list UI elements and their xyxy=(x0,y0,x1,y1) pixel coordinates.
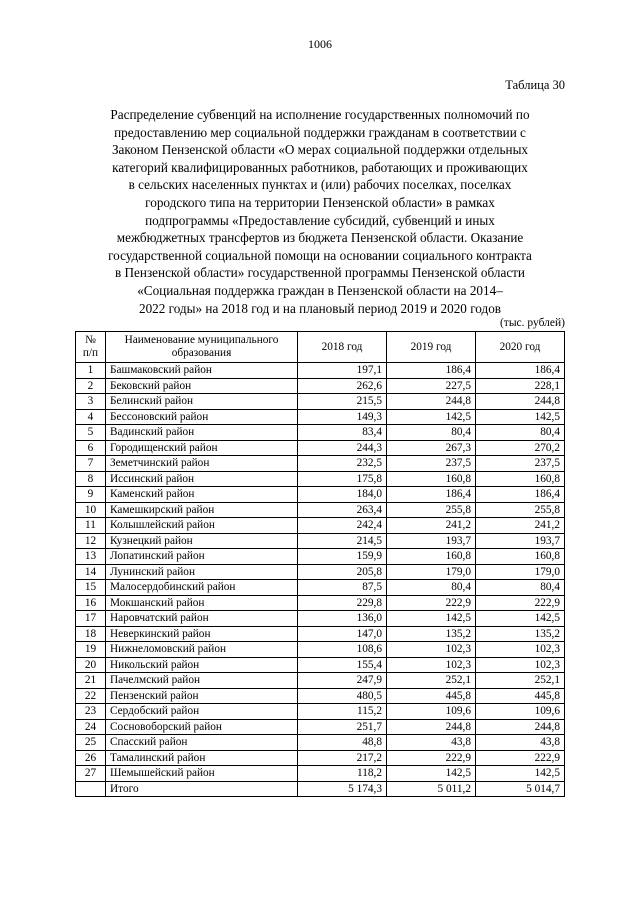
cell-num: 11 xyxy=(76,518,106,534)
table-row xyxy=(76,409,565,425)
cell-2018: 480,5 xyxy=(298,688,387,704)
table-row xyxy=(76,595,565,611)
cell-num: 1 xyxy=(76,363,106,379)
header-num: № п/п xyxy=(76,332,106,363)
cell-name: Иссинский район xyxy=(106,471,298,487)
cell-num: 3 xyxy=(76,394,106,410)
table-row xyxy=(76,487,565,503)
cell-num: 20 xyxy=(76,657,106,673)
cell-2020: 241,2 xyxy=(476,518,565,534)
table-row xyxy=(76,471,565,487)
cell-num: 23 xyxy=(76,704,106,720)
cell-2018: 147,0 xyxy=(298,626,387,642)
cell-2019: 244,8 xyxy=(387,719,476,735)
cell-num: 16 xyxy=(76,595,106,611)
cell-2020: 270,2 xyxy=(476,440,565,456)
cell-name: Бековский район xyxy=(106,378,298,394)
cell-2018: 229,8 xyxy=(298,595,387,611)
cell-2020: 237,5 xyxy=(476,456,565,472)
cell-name: Малосердобинский район xyxy=(106,580,298,596)
cell-name: Каменский район xyxy=(106,487,298,503)
cell-2020: 228,1 xyxy=(476,378,565,394)
table-row xyxy=(76,766,565,782)
cell-2020: 80,4 xyxy=(476,580,565,596)
table-label: Таблица 30 xyxy=(505,78,565,92)
table-row xyxy=(76,611,565,627)
cell-2019: 80,4 xyxy=(387,580,476,596)
cell-2020: 222,9 xyxy=(476,750,565,766)
cell-2019: 255,8 xyxy=(387,502,476,518)
cell-2019: 445,8 xyxy=(387,688,476,704)
cell-num: 26 xyxy=(76,750,106,766)
cell-name: Пензенский район xyxy=(106,688,298,704)
cell-2019: 135,2 xyxy=(387,626,476,642)
cell-2019: 102,3 xyxy=(387,642,476,658)
cell-name: Нижнеломовский район xyxy=(106,642,298,658)
cell-2018: 115,2 xyxy=(298,704,387,720)
cell-num: 21 xyxy=(76,673,106,689)
cell-name: Мокшанский район xyxy=(106,595,298,611)
cell-2018: 184,0 xyxy=(298,487,387,503)
cell-2020: 193,7 xyxy=(476,533,565,549)
cell-num: 14 xyxy=(76,564,106,580)
table-row xyxy=(76,363,565,379)
cell-2020: 179,0 xyxy=(476,564,565,580)
cell-num: 7 xyxy=(76,456,106,472)
cell-num: 18 xyxy=(76,626,106,642)
cell-2018: 5 174,3 xyxy=(298,781,387,797)
cell-2019: 109,6 xyxy=(387,704,476,720)
cell-2018: 197,1 xyxy=(298,363,387,379)
cell-2020: 244,8 xyxy=(476,719,565,735)
cell-num: 4 xyxy=(76,409,106,425)
title-line: межбюджетных трансфертов из бюджета Пензенской области. Оказание xyxy=(116,230,524,246)
cell-2019: 222,9 xyxy=(387,750,476,766)
table-row xyxy=(76,626,565,642)
cell-num: 9 xyxy=(76,487,106,503)
cell-2019: 252,1 xyxy=(387,673,476,689)
cell-2020: 102,3 xyxy=(476,657,565,673)
header-2018: 2018 год xyxy=(298,332,387,363)
cell-2018: 159,9 xyxy=(298,549,387,565)
cell-name: Кузнецкий район xyxy=(106,533,298,549)
cell-name: Колышлейский район xyxy=(106,518,298,534)
cell-2020: 142,5 xyxy=(476,611,565,627)
cell-2019: 142,5 xyxy=(387,611,476,627)
cell-2020: 102,3 xyxy=(476,642,565,658)
cell-2020: 244,8 xyxy=(476,394,565,410)
cell-2019: 267,3 xyxy=(387,440,476,456)
cell-name: Неверкинский район xyxy=(106,626,298,642)
cell-2018: 155,4 xyxy=(298,657,387,673)
table-row xyxy=(76,673,565,689)
cell-name: Земетчинский район xyxy=(106,456,298,472)
cell-name: Тамалинский район xyxy=(106,750,298,766)
cell-name: Белинский район xyxy=(106,394,298,410)
cell-2019: 5 011,2 xyxy=(387,781,476,797)
header-2020: 2020 год xyxy=(476,332,565,363)
units-label: (тыс. рублей) xyxy=(499,317,565,329)
table-row xyxy=(76,456,565,472)
header-row xyxy=(76,332,565,363)
cell-num xyxy=(76,781,106,797)
cell-name: Наровчатский район xyxy=(106,611,298,627)
cell-name: Камешкирский район xyxy=(106,502,298,518)
cell-num: 2 xyxy=(76,378,106,394)
cell-2020: 109,6 xyxy=(476,704,565,720)
cell-2019: 186,4 xyxy=(387,363,476,379)
title-line: предоставлению мер социальной поддержки гражданам в соответствии с xyxy=(114,124,526,140)
page-number: 1006 xyxy=(308,37,332,51)
cell-2019: 241,2 xyxy=(387,518,476,534)
cell-2018: 136,0 xyxy=(298,611,387,627)
table-row xyxy=(76,440,565,456)
cell-name: Бессоновский район xyxy=(106,409,298,425)
cell-num: 17 xyxy=(76,611,106,627)
cell-2020: 186,4 xyxy=(476,363,565,379)
table-row xyxy=(76,518,565,534)
header-2019: 2019 год xyxy=(387,332,476,363)
cell-2018: 215,5 xyxy=(298,394,387,410)
cell-2018: 217,2 xyxy=(298,750,387,766)
cell-2018: 48,8 xyxy=(298,735,387,751)
total-row xyxy=(76,781,565,797)
cell-2018: 149,3 xyxy=(298,409,387,425)
cell-2018: 83,4 xyxy=(298,425,387,441)
title-line: «Социальная поддержка граждан в Пензенской области на 2014– xyxy=(137,282,503,298)
cell-num: 24 xyxy=(76,719,106,735)
cell-2019: 193,7 xyxy=(387,533,476,549)
cell-2019: 43,8 xyxy=(387,735,476,751)
cell-2018: 244,3 xyxy=(298,440,387,456)
cell-2020: 186,4 xyxy=(476,487,565,503)
cell-2020: 142,5 xyxy=(476,766,565,782)
cell-2018: 214,5 xyxy=(298,533,387,549)
cell-2018: 108,6 xyxy=(298,642,387,658)
title-line: подпрограммы «Предоставление субсидий, субвенций и иных xyxy=(145,212,495,228)
cell-name: Спасский район xyxy=(106,735,298,751)
cell-2018: 232,5 xyxy=(298,456,387,472)
cell-2020: 80,4 xyxy=(476,425,565,441)
cell-2019: 142,5 xyxy=(387,409,476,425)
table-row xyxy=(76,580,565,596)
cell-2019: 160,8 xyxy=(387,471,476,487)
cell-2020: 222,9 xyxy=(476,595,565,611)
cell-2018: 247,9 xyxy=(298,673,387,689)
title-line: государственной социальной помощи на основании социального контракта xyxy=(108,247,532,263)
cell-name: Шемышейский район xyxy=(106,766,298,782)
cell-2020: 142,5 xyxy=(476,409,565,425)
table-row xyxy=(76,735,565,751)
table-row xyxy=(76,688,565,704)
cell-num: 22 xyxy=(76,688,106,704)
cell-2019: 160,8 xyxy=(387,549,476,565)
table-row xyxy=(76,378,565,394)
table-row xyxy=(76,549,565,565)
cell-2020: 445,8 xyxy=(476,688,565,704)
cell-2019: 186,4 xyxy=(387,487,476,503)
cell-name: Башмаковский район xyxy=(106,363,298,379)
cell-2018: 242,4 xyxy=(298,518,387,534)
cell-2018: 175,8 xyxy=(298,471,387,487)
cell-name: Никольский район xyxy=(106,657,298,673)
cell-2020: 43,8 xyxy=(476,735,565,751)
table-row xyxy=(76,425,565,441)
document-title xyxy=(75,106,565,317)
table-row xyxy=(76,704,565,720)
title-line: городского типа на территории Пензенской области» в рамках xyxy=(145,194,495,210)
table-row xyxy=(76,533,565,549)
cell-2018: 263,4 xyxy=(298,502,387,518)
cell-name: Сердобский район xyxy=(106,704,298,720)
cell-name: Пачелмский район xyxy=(106,673,298,689)
cell-2019: 237,5 xyxy=(387,456,476,472)
cell-2019: 102,3 xyxy=(387,657,476,673)
cell-2019: 142,5 xyxy=(387,766,476,782)
cell-name: Сосновоборский район xyxy=(106,719,298,735)
cell-2018: 251,7 xyxy=(298,719,387,735)
cell-num: 10 xyxy=(76,502,106,518)
table-row xyxy=(76,719,565,735)
header-name: Наименование муниципального образования xyxy=(106,332,298,363)
cell-name: Лопатинский район xyxy=(106,549,298,565)
cell-num: 12 xyxy=(76,533,106,549)
cell-2018: 262,6 xyxy=(298,378,387,394)
cell-num: 5 xyxy=(76,425,106,441)
title-line: Распределение субвенций на исполнение государственных полномочий по xyxy=(110,107,530,122)
cell-num: 8 xyxy=(76,471,106,487)
table-row xyxy=(76,750,565,766)
cell-2020: 252,1 xyxy=(476,673,565,689)
data-table xyxy=(75,331,565,797)
cell-2018: 205,8 xyxy=(298,564,387,580)
cell-2020: 160,8 xyxy=(476,549,565,565)
cell-num: 25 xyxy=(76,735,106,751)
table-row xyxy=(76,564,565,580)
title-line: категорий квалифицированных работников, работающих и проживающих xyxy=(112,159,528,175)
title-line: в сельских населенных пунктах и (или) рабочих поселках, поселках xyxy=(128,177,512,193)
table-row xyxy=(76,642,565,658)
cell-2020: 5 014,7 xyxy=(476,781,565,797)
title-line: в Пензенской области» государственной программы Пензенской области xyxy=(115,265,525,281)
cell-2020: 160,8 xyxy=(476,471,565,487)
cell-2019: 179,0 xyxy=(387,564,476,580)
cell-2020: 135,2 xyxy=(476,626,565,642)
cell-2020: 255,8 xyxy=(476,502,565,518)
cell-num: 6 xyxy=(76,440,106,456)
cell-2019: 244,8 xyxy=(387,394,476,410)
cell-2018: 87,5 xyxy=(298,580,387,596)
cell-num: 19 xyxy=(76,642,106,658)
cell-num: 15 xyxy=(76,580,106,596)
title-line: 2022 годы» на 2018 год и на плановый период 2019 и 2020 годов xyxy=(138,300,502,316)
title-line: Законом Пензенской области «О мерах социальной поддержки отдельных xyxy=(111,142,529,158)
table-row xyxy=(76,394,565,410)
cell-num: 13 xyxy=(76,549,106,565)
cell-2019: 227,5 xyxy=(387,378,476,394)
cell-2019: 80,4 xyxy=(387,425,476,441)
cell-name: Городищенский район xyxy=(106,440,298,456)
table-row xyxy=(76,657,565,673)
cell-2018: 118,2 xyxy=(298,766,387,782)
cell-name: Итого xyxy=(106,781,298,797)
cell-num: 27 xyxy=(76,766,106,782)
cell-name: Вадинский район xyxy=(106,425,298,441)
cell-2019: 222,9 xyxy=(387,595,476,611)
table-row xyxy=(76,502,565,518)
cell-name: Лунинский район xyxy=(106,564,298,580)
